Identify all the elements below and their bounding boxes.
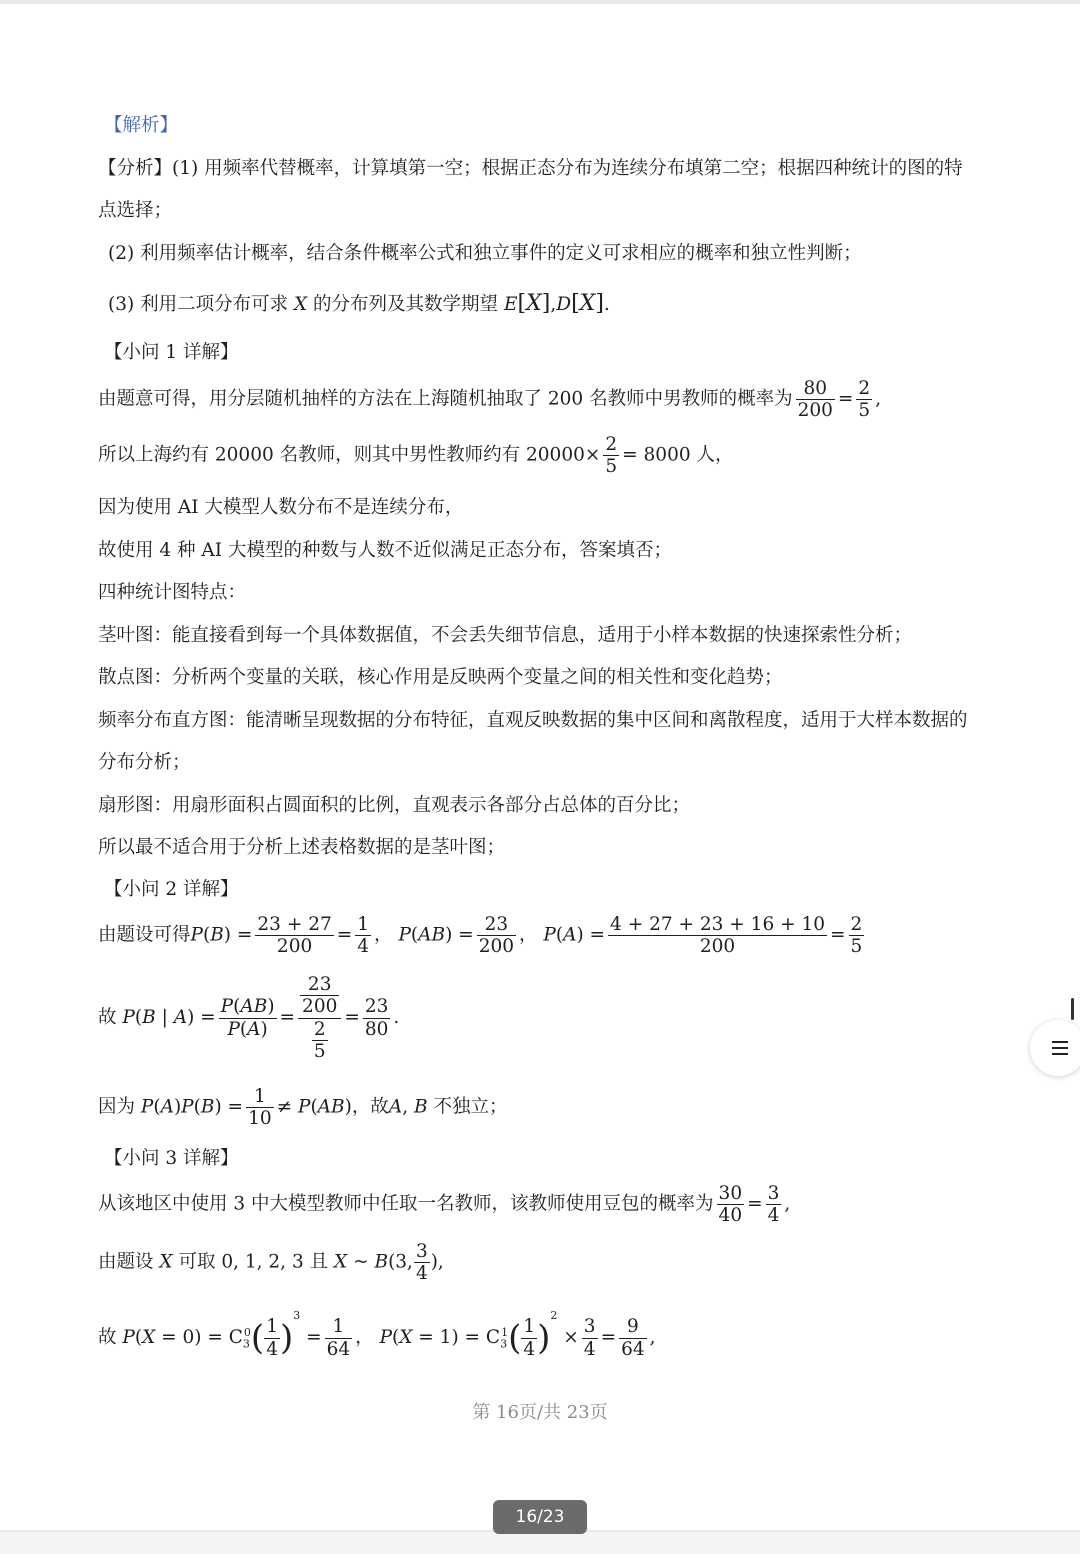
section-label-jiexi: 【解析】 bbox=[104, 115, 179, 136]
menu-lines-icon bbox=[1052, 1041, 1068, 1059]
fraction-80-200: $\frac{80}{200}$ bbox=[797, 378, 833, 422]
menu-button[interactable] bbox=[1030, 1020, 1080, 1076]
fraction-1-4-b: $\frac{1}{4}$ bbox=[266, 1316, 278, 1360]
q1-line-9: 扇形图：用扇形面积占圆面积的比例，直观表示各部分占总体的百分比； bbox=[98, 795, 691, 816]
fraction-pb: $\frac{23 + 27}{200}$ bbox=[257, 914, 332, 958]
section-label-q3: 【小问 3 详解】 bbox=[104, 1148, 239, 1169]
section-label-q2: 【小问 2 详解】 bbox=[104, 879, 239, 900]
q2-text-3b: ，故 bbox=[351, 1096, 389, 1118]
fraction-1-4: $\frac{1}{4}$ bbox=[357, 914, 370, 958]
analysis-text-3a: (3) 利用二项分布可求 bbox=[108, 294, 289, 315]
analysis-text-3b: 的分布列及其数学期望 bbox=[313, 294, 499, 315]
q3-text-2a: 由题设 bbox=[98, 1251, 154, 1273]
math-x: X bbox=[293, 294, 308, 315]
q1-text-2a: 所以上海约有 20000 名教师，则其中男性教师约有 bbox=[98, 444, 521, 466]
section-label-q1: 【小问 1 详解】 bbox=[104, 342, 239, 363]
analysis-line-3: (3) 利用二项分布可求 X 的分布列及其数学期望 E[X],D[X]. bbox=[108, 291, 610, 316]
fraction-3-4-b: $\frac{3}{4}$ bbox=[415, 1241, 428, 1285]
q3-line-2: 由题设 X 可取 0, 1, 2, 3 且 X ~ B(3, $\frac{3}{4}$ ), bbox=[98, 1241, 444, 1285]
fraction-23-80: $\frac{23}{80}$ bbox=[364, 996, 389, 1040]
fraction-9-64: $\frac{9}{64}$ bbox=[621, 1316, 645, 1360]
fraction-3-4-c: $\frac{3}{4}$ bbox=[583, 1316, 596, 1360]
q3-text-3: 故 bbox=[98, 1326, 117, 1348]
q2-text-1: 由题设可得 bbox=[98, 924, 191, 946]
fraction-30-40: $\frac{30}{40}$ bbox=[718, 1183, 743, 1227]
q2-line-3: 因为 P(A)P(B) = $\frac{1}{10}$ ≠ P(AB)，故A, B 不独立； bbox=[98, 1086, 508, 1130]
analysis-text-1: (1) 用频率代替概率，计算填第一空；根据正态分布为连续分布填第二空；根据四种统计的图的特 bbox=[172, 158, 963, 179]
q3-line-1: 从该地区中使用 3 中大模型教师中任取一名教师，该教师使用豆包的概率为 $\frac{30}{40}$ = $\frac{3}{4}$ , bbox=[98, 1183, 791, 1227]
q2-line-1: 由题设可得P(B) = $\frac{23 + 27}{200}$ = $\frac{1}{4}$ ， P(AB) = $\frac{23}{200}$ ， P(A) = $\frac{4 + 27 + 23 + 16 + 10}{200}$ = $\frac{2}{5}$ bbox=[98, 914, 863, 958]
q1-line-6: 茎叶图：能直接看到每一个具体数据值，不会丢失细节信息，适用于小样本数据的快速探索性分析； bbox=[98, 625, 913, 646]
q1-line-2: 所以上海约有 20000 名教师，则其中男性教师约有 20000× $\frac{2}{5}$ = 8000 人， bbox=[98, 434, 734, 478]
q3-line-3: 故 $P(X = 0) = C_3^0$( $\frac{1}{4}$ )$^3$ = $\frac{1}{64}$ ， $P(X = 1) = C_3^1$( $\frac{1}{4}$ )$^2$ × $\frac{3}{4}$ = $\frac{9}{64}$ , bbox=[98, 1309, 656, 1360]
fraction-2-5: $\frac{2}{5}$ bbox=[858, 378, 871, 422]
math-ex-bracket: [X] bbox=[517, 291, 551, 316]
math-dx-bracket: [X] bbox=[571, 291, 604, 316]
analysis-line-1b: 点选择； bbox=[98, 200, 173, 221]
fraction-pa: $\frac{4 + 27 + 23 + 16 + 10}{200}$ bbox=[610, 914, 826, 958]
q1-line-7: 散点图：分析两个变量的关联，核心作用是反映两个变量之间的相关性和变化趋势； bbox=[98, 667, 783, 688]
q2-text-3c: 不独立； bbox=[433, 1096, 508, 1118]
label-fenxi: 【分析】 bbox=[98, 158, 173, 179]
q1-text-2b: 人， bbox=[696, 444, 734, 466]
fraction-1-4-c: $\frac{1}{4}$ bbox=[523, 1316, 536, 1360]
fraction-pab-over-pa: $\frac{P(AB)}{P(A)}$ bbox=[220, 996, 275, 1040]
compound-fraction: $\frac{\frac{23}{200}}{\frac{2}{5}}$ bbox=[298, 974, 341, 1062]
fraction-2-5-c: $\frac{2}{5}$ bbox=[850, 914, 863, 958]
q1-line-8b: 分布分析； bbox=[98, 752, 191, 773]
fraction-1-10: $\frac{1}{10}$ bbox=[248, 1086, 272, 1130]
analysis-line-1 bbox=[98, 160, 963, 179]
q2-line-2: 故 P(B | A) = $\frac{P(AB)}{P(A)}$ = $\frac{\frac{23}{200}}{\frac{2}{5}}$ = $\frac{23}{80}$ . bbox=[98, 974, 400, 1062]
fraction-2-5-b: $\frac{2}{5}$ bbox=[605, 434, 618, 478]
q1-line-8: 频率分布直方图：能清晰呈现数据的分布特征，直观反映数据的集中区间和离散程度，适用于大样本数据的 bbox=[98, 710, 968, 731]
analysis-line-2: (2) 利用频率估计概率，结合条件概率公式和独立事件的定义可求相应的概率和独立性判断； bbox=[108, 243, 862, 264]
q1-line-10: 所以最不适合用于分析上述表格数据的是茎叶图； bbox=[98, 837, 506, 858]
q1-line-4: 故使用 4 种 AI 大模型的种数与人数不近似满足正态分布，答案填否； bbox=[98, 540, 672, 561]
next-page-edge bbox=[0, 1532, 1080, 1554]
scrollbar-thumb[interactable] bbox=[1071, 998, 1074, 1020]
q3-text-1: 从该地区中使用 3 中大模型教师中任取一名教师，该教师使用豆包的概率为 bbox=[98, 1193, 714, 1215]
page-indicator: 16/23 bbox=[493, 1500, 587, 1534]
q3-text-2c: 且 bbox=[309, 1251, 329, 1273]
math-expectation: E bbox=[503, 294, 518, 315]
q1-text-1: 由题意可得，用分层随机抽样的方法在上海随机抽取了 200 名教师中男教师的概率为 bbox=[98, 388, 793, 410]
q1-line-3: 因为使用 AI 大模型人数分布不是连续分布， bbox=[98, 497, 464, 518]
q2-text-2: 故 bbox=[98, 1006, 117, 1028]
q1-line-1: 由题意可得，用分层随机抽样的方法在上海随机抽取了 200 名教师中男教师的概率为 $\frac{80}{200}$ = $\frac{2}{5}$ , bbox=[98, 378, 882, 422]
q2-text-3a: 因为 bbox=[98, 1096, 136, 1118]
fraction-1-64: $\frac{1}{64}$ bbox=[326, 1316, 351, 1360]
fraction-3-4: $\frac{3}{4}$ bbox=[767, 1183, 780, 1227]
fraction-pab: $\frac{23}{200}$ bbox=[478, 914, 514, 958]
page-footer: 第 16页/共 23页 bbox=[472, 1402, 608, 1423]
q1-line-5: 四种统计图特点： bbox=[98, 582, 247, 603]
q3-text-2b: 可取 bbox=[178, 1251, 216, 1273]
